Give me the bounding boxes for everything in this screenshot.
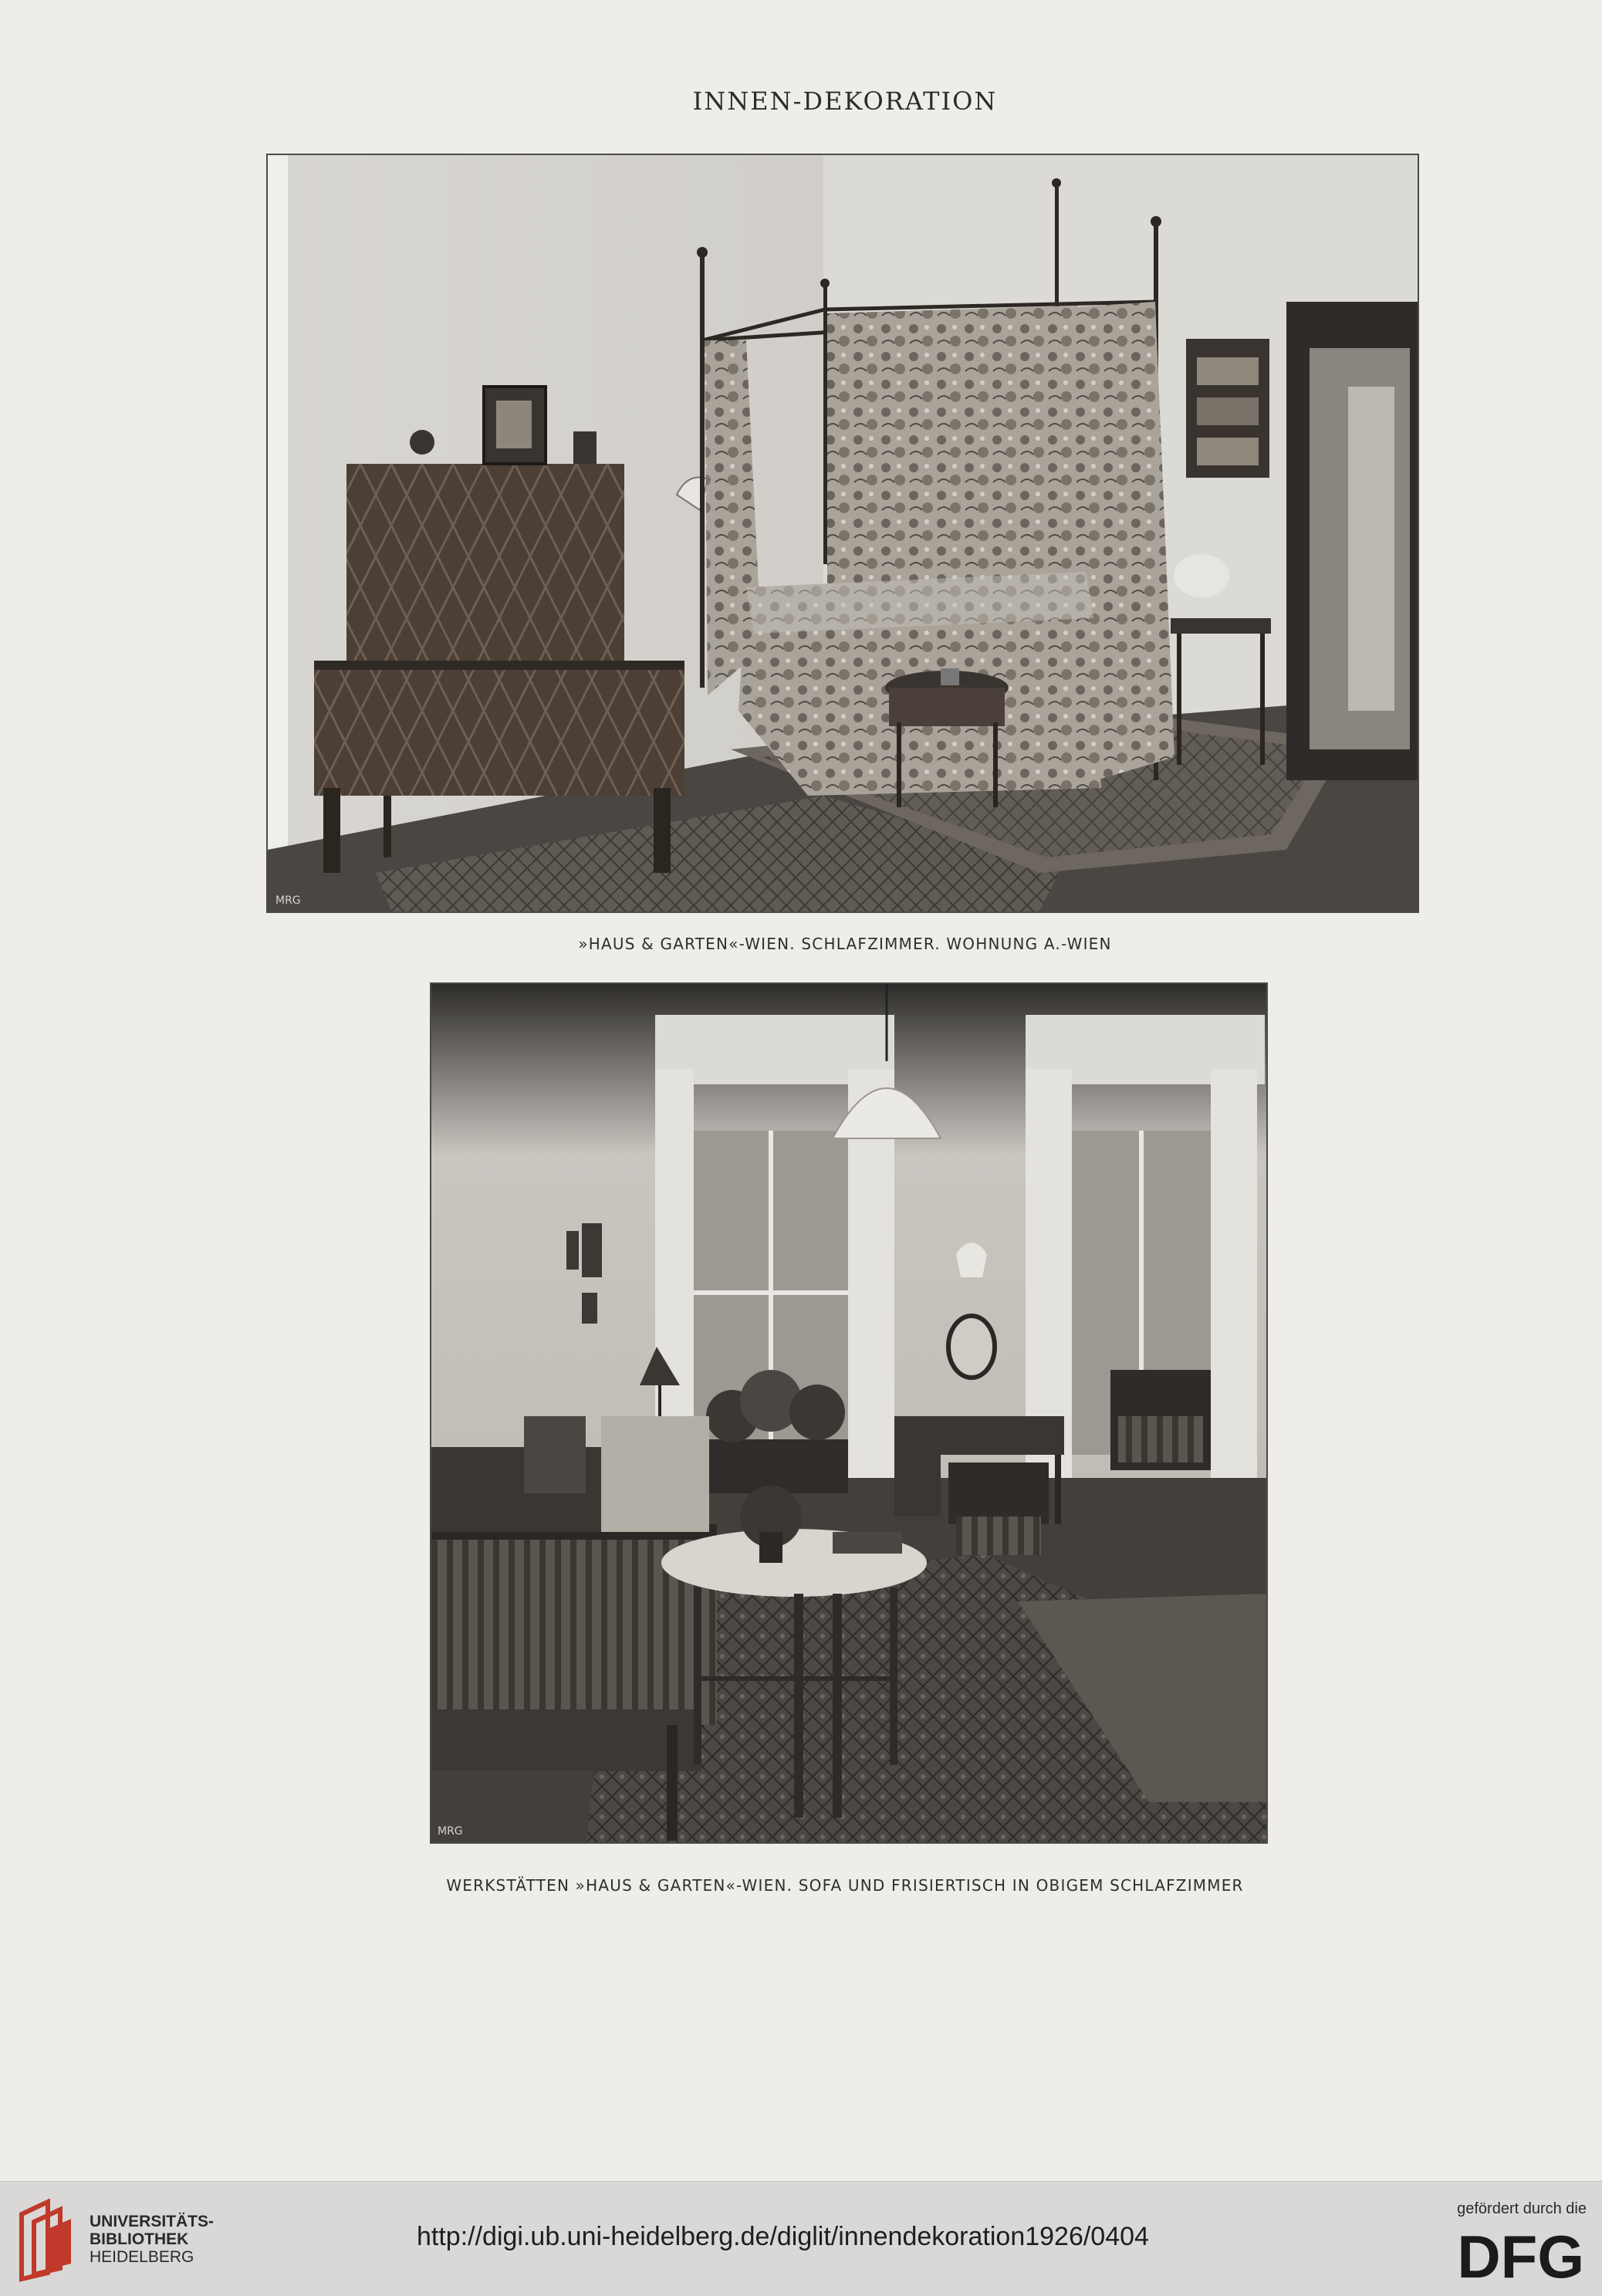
plate-caption: »HAUS & GARTEN«-WIEN. SCHLAFZIMMER. WOHNUNG A.-WIEN	[578, 935, 1112, 953]
funding-note: gefördert durch die	[1457, 2200, 1587, 2217]
plate-monogram: MRG	[438, 1825, 463, 1838]
plate-monogram: MRG	[275, 894, 301, 907]
running-head: INNEN-DEKORATION	[692, 86, 998, 116]
university-library-logo-icon	[17, 2199, 74, 2282]
plate-caption: WERKSTÄTTEN »HAUS & GARTEN«-WIEN. SOFA UND FRISIERTISCH IN OBIGEM SCHLAFZIMMER	[446, 1876, 1244, 1895]
permalink-url[interactable]: http://digi.ub.uni-heidelberg.de/diglit/innendekoration1926/0404	[417, 2222, 1149, 2251]
photo-plate-sofa	[430, 982, 1268, 1844]
photo-plate-bedroom	[266, 154, 1419, 913]
digitization-footer	[0, 2181, 1602, 2296]
dfg-logo-icon	[1428, 2225, 1587, 2284]
svg-text:DFG: DFG	[1457, 2225, 1584, 2284]
library-name: UNIVERSITÄTS- BIBLIOTHEK HEIDELBERG	[90, 2213, 215, 2266]
